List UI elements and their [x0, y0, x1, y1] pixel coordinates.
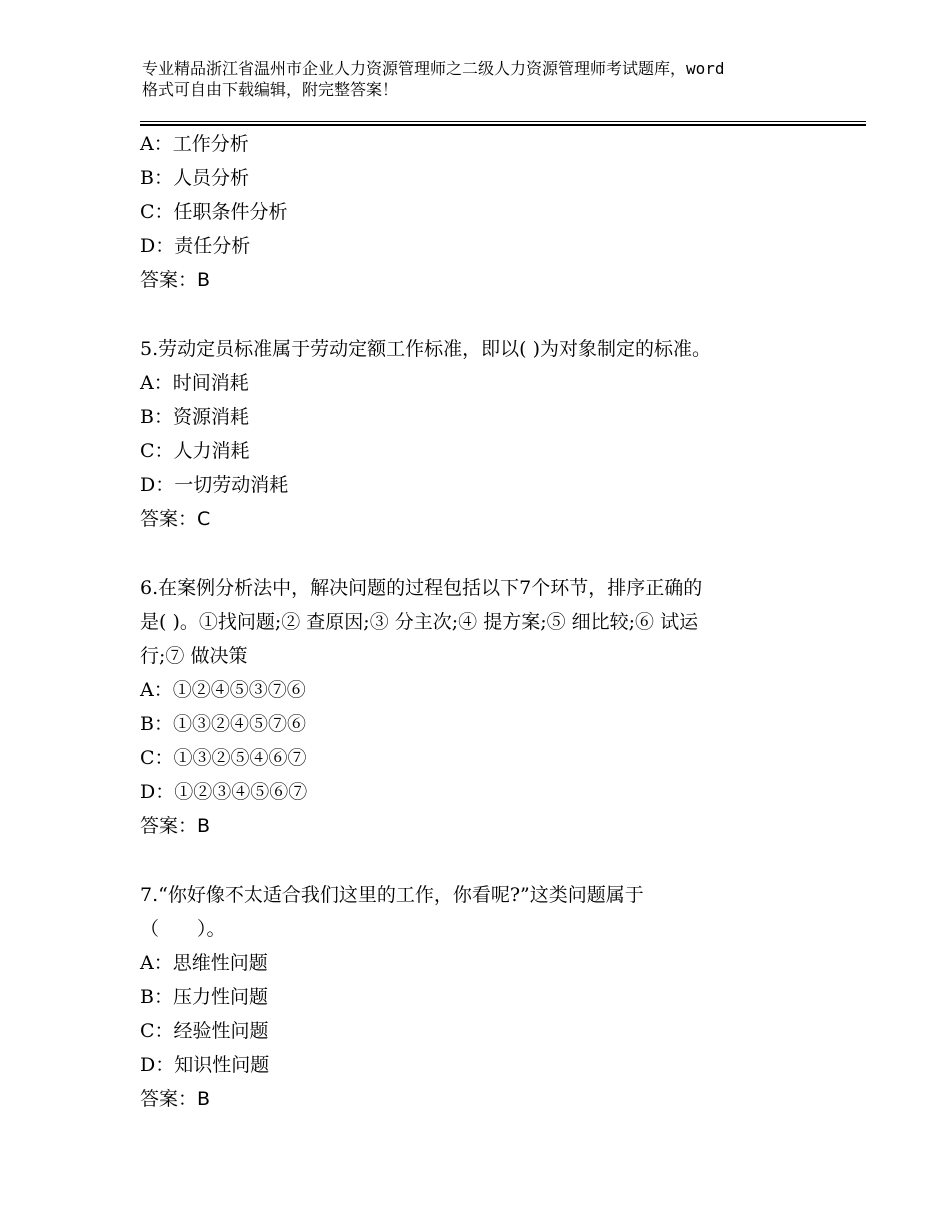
answer: 答案：B — [140, 815, 211, 837]
answer: 答案：C — [140, 508, 211, 530]
question-5 — [140, 332, 820, 536]
question-stem-line-2: （ ）。 — [140, 918, 226, 940]
option-b: B：人员分析 — [140, 167, 249, 189]
option-a: A：工作分析 — [140, 133, 249, 155]
option-a: A：思维性问题 — [140, 952, 268, 974]
question-stem-line-3: 行;⑦ 做决策 — [140, 645, 248, 667]
header-line-2: 格式可自由下载编辑，附完整答案！ — [142, 80, 399, 99]
spacer — [140, 843, 820, 878]
question-stem-line-1: 7.“你好像不太适合我们这里的工作，你看呢?”这类问题属于 — [140, 884, 644, 906]
option-a: A：时间消耗 — [140, 372, 249, 394]
header-rule-thick — [140, 124, 866, 126]
option-a: A：①②④⑤③⑦⑥ — [140, 679, 306, 701]
question-list — [140, 127, 820, 1116]
option-d: D：①②③④⑤⑥⑦ — [140, 781, 308, 803]
question-stem: 5.劳动定员标准属于劳动定额工作标准，即以( )为对象制定的标准。 — [140, 338, 711, 360]
option-c: C：人力消耗 — [140, 440, 250, 462]
header-rule-thin — [140, 121, 866, 122]
answer: 答案：B — [140, 1088, 211, 1110]
option-b: B：资源消耗 — [140, 406, 249, 428]
option-c: C：经验性问题 — [140, 1020, 269, 1042]
question-7 — [140, 878, 820, 1116]
header-line-1: 专业精品浙江省温州市企业人力资源管理师之二级人力资源管理师考试题库，word — [142, 59, 725, 78]
answer: 答案：B — [140, 269, 211, 291]
document-header — [142, 58, 842, 100]
option-d: D：责任分析 — [140, 235, 251, 257]
option-b: B：①③②④⑤⑦⑥ — [140, 713, 306, 735]
question-6 — [140, 571, 820, 843]
spacer — [140, 297, 820, 332]
option-b: B：压力性问题 — [140, 986, 268, 1008]
spacer — [140, 536, 820, 571]
option-d: D：一切劳动消耗 — [140, 474, 289, 496]
question-stem-line-2: 是( )。①找问题;② 查原因;③ 分主次;④ 提方案;⑤ 细比较;⑥ 试运 — [140, 611, 699, 633]
option-d: D：知识性问题 — [140, 1054, 270, 1076]
option-c: C：任职条件分析 — [140, 201, 288, 223]
question-4 — [140, 127, 820, 297]
option-c: C：①③②⑤④⑥⑦ — [140, 747, 307, 769]
question-stem-line-1: 6.在案例分析法中，解决问题的过程包括以下7个环节，排序正确的 — [140, 577, 703, 599]
